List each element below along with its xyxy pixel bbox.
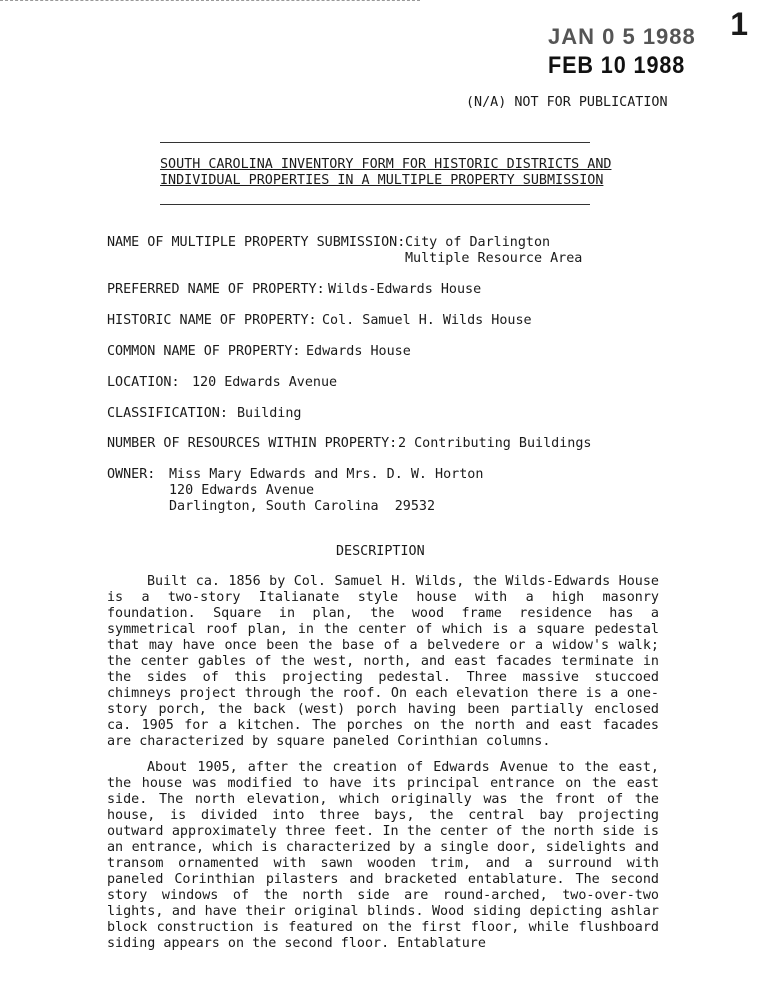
page-number: 1 [730,6,748,42]
resources-label: NUMBER OF RESOURCES WITHIN PROPERTY: [107,436,398,451]
classification-value: Building [237,406,302,421]
location-label: LOCATION: [107,375,180,390]
owner-label: OWNER: [107,467,156,482]
resources-value: 2 Contributing Buildings [398,436,592,451]
classification-label: CLASSIFICATION: [107,406,228,421]
form-title [160,157,611,189]
not-for-publication: (N/A) NOT FOR PUBLICATION [466,95,668,110]
title-rule-top [160,142,590,143]
submission-value-1: City of Darlington [405,235,551,250]
owner-line-3: Darlington, South Carolina 29532 [169,499,436,514]
preferred-name-value: Wilds-Edwards House [328,282,482,297]
owner-line-1: Miss Mary Edwards and Mrs. D. W. Horton [169,467,484,482]
submission-label: NAME OF MULTIPLE PROPERTY SUBMISSION: [107,235,406,250]
owner-line-2: 120 Edwards Avenue [169,483,315,498]
form-title-line1: SOUTH CAROLINA INVENTORY FORM FOR HISTORIC DISTRICTS AND [160,157,612,172]
description-paragraph-1: Built ca. 1856 by Col. Samuel H. Wilds, the Wilds-Edwards House is a two-story Italianate style house with a high masonry foundation. Square in plan, the wood frame residence has a symmetrical roof plan, in the center of which is a square pedestal that may have once been the base of a belvedere or a widow's walk; the center gables of the west, north, and east facades terminate in the sides of this projecting pedestal. Three massive stuccoed chimneys project through the roof. On each elevation there is a one-story porch, the back (west) porch having been partially enclosed ca. 1905 for a kitchen. The porches on the north and east facades are characterized by square paneled Corinthian columns. [107,574,659,749]
common-name-value: Edwards House [306,344,411,359]
title-rule-bottom [160,204,590,205]
received-date-stamp: JAN 0 5 1988 [548,24,696,49]
common-name-label: COMMON NAME OF PROPERTY: [107,344,301,359]
submission-value-2: Multiple Resource Area [405,251,583,266]
entered-date-stamp: FEB 10 1988 [548,52,686,79]
description-heading: DESCRIPTION [336,544,425,559]
form-title-line2: INDIVIDUAL PROPERTIES IN A MULTIPLE PROPERTY SUBMISSION [160,173,604,188]
location-value: 120 Edwards Avenue [192,375,338,390]
top-border-line [0,0,420,1]
historic-name-value: Col. Samuel H. Wilds House [322,313,532,328]
preferred-name-label: PREFERRED NAME OF PROPERTY: [107,282,325,297]
description-paragraph-2: About 1905, after the creation of Edwards Avenue to the east, the house was modified to have its principal entrance on the east side. The north elevation, which originally was the front of the house, is divided into three bays, the central bay projecting outward approximately three feet. In the center of the north side is an entrance, which is characterized by a single door, sidelights and transom ornamented with sawn wooden trim, and a surround with paneled Corinthian pilasters and bracketed entablature. The second story windows of the north side are round-arched, two-over-two lights, and have their original blinds. Wood siding depicting ashlar block construction is featured on the first floor, while flushboard siding appears on the second floor. Entablature [107,760,659,951]
historic-name-label: HISTORIC NAME OF PROPERTY: [107,313,317,328]
